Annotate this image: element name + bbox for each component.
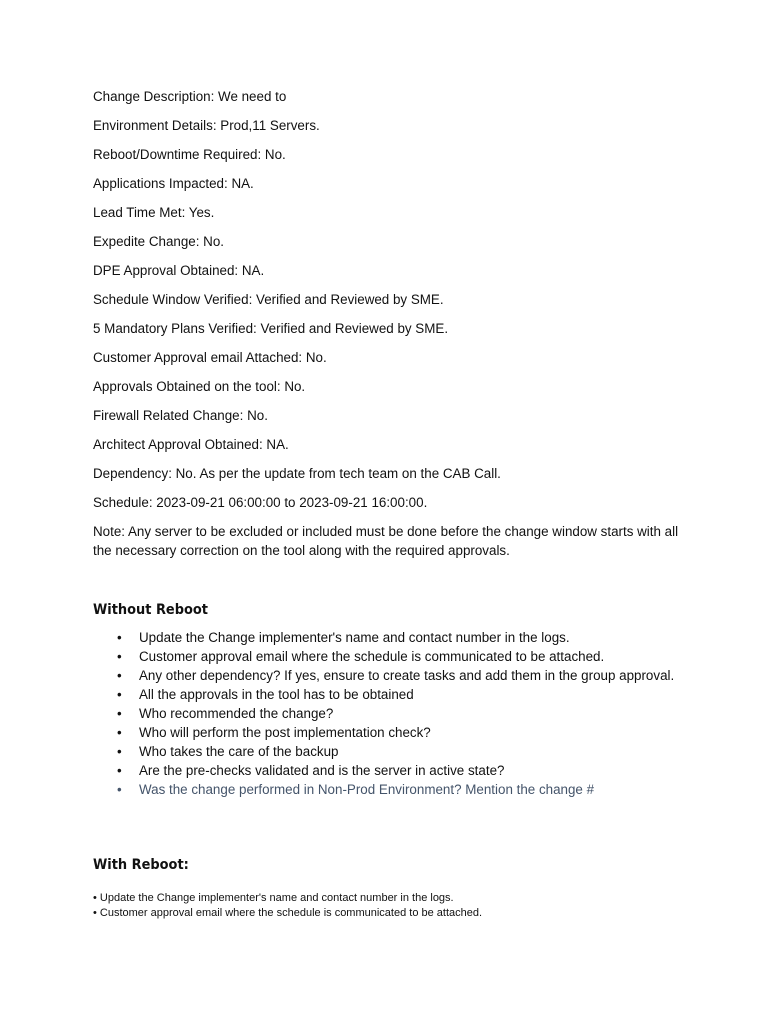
note-paragraph: Note: Any server to be excluded or included must be done before the change window starts with all the necessary correction on the tool along with the required approvals. bbox=[93, 524, 679, 558]
mandatory-plans-field: 5 Mandatory Plans Verified: Verified and Reviewed by SME. bbox=[93, 321, 449, 336]
approvals-tool-field: Approvals Obtained on the tool: No. bbox=[93, 379, 306, 394]
bullet-icon: • bbox=[117, 744, 122, 759]
firewall-change-field: Firewall Related Change: No. bbox=[93, 408, 268, 423]
schedule-window-field: Schedule Window Verified: Verified and Reviewed by SME. bbox=[93, 292, 444, 307]
reboot-downtime-field: Reboot/Downtime Required: No. bbox=[93, 147, 286, 162]
list-item: • Any other dependency? If yes, ensure to create tasks and add them in the group approval. bbox=[117, 668, 675, 683]
list-item: • Who will perform the post implementation check? bbox=[117, 725, 431, 740]
environment-details-field: Environment Details: Prod,11 Servers. bbox=[93, 118, 320, 133]
schedule-field: Schedule: 2023-09-21 06:00:00 to 2023-09-21 16:00:00. bbox=[93, 495, 428, 510]
list-item: • Customer approval email where the schedule is communicated to be attached. bbox=[117, 649, 605, 664]
bullet-icon: • bbox=[117, 706, 122, 721]
with-reboot-list bbox=[93, 891, 693, 920]
bullet-icon: • bbox=[117, 687, 122, 702]
bullet-icon: • bbox=[117, 649, 122, 664]
list-item: • Update the Change implementer's name and contact number in the logs. bbox=[93, 892, 454, 904]
without-reboot-heading: Without Reboot bbox=[93, 602, 208, 618]
list-item: • Customer approval email where the schedule is communicated to be attached. bbox=[93, 906, 483, 919]
bullet-icon: • bbox=[117, 725, 122, 740]
list-item: • All the approvals in the tool has to be obtained bbox=[117, 687, 414, 702]
list-item: • Who recommended the change? bbox=[117, 706, 334, 721]
change-description-field: Change Description: We need to bbox=[93, 89, 287, 104]
bullet-icon: • bbox=[117, 763, 122, 778]
with-reboot-heading: With Reboot: bbox=[93, 857, 189, 873]
list-item: • Update the Change implementer's name and contact number in the logs. bbox=[117, 630, 570, 645]
non-prod-change-link[interactable]: • Was the change performed in Non-Prod Environment? Mention the change # bbox=[117, 782, 595, 797]
document-page bbox=[93, 87, 693, 920]
list-item: • Who takes the care of the backup bbox=[117, 744, 339, 759]
expedite-change-field: Expedite Change: No. bbox=[93, 234, 225, 249]
list-item: • Are the pre-checks validated and is the server in active state? bbox=[117, 763, 505, 778]
applications-impacted-field: Applications Impacted: NA. bbox=[93, 176, 254, 191]
without-reboot-list bbox=[93, 628, 693, 799]
dependency-field: Dependency: No. As per the update from tech team on the CAB Call. bbox=[93, 466, 501, 481]
bullet-icon: • bbox=[117, 782, 122, 797]
architect-approval-field: Architect Approval Obtained: NA. bbox=[93, 437, 289, 452]
bullet-icon: • bbox=[117, 630, 122, 645]
lead-time-field: Lead Time Met: Yes. bbox=[93, 205, 215, 220]
bullet-icon: • bbox=[117, 668, 122, 683]
customer-approval-field: Customer Approval email Attached: No. bbox=[93, 350, 327, 365]
dpe-approval-field: DPE Approval Obtained: NA. bbox=[93, 263, 265, 278]
